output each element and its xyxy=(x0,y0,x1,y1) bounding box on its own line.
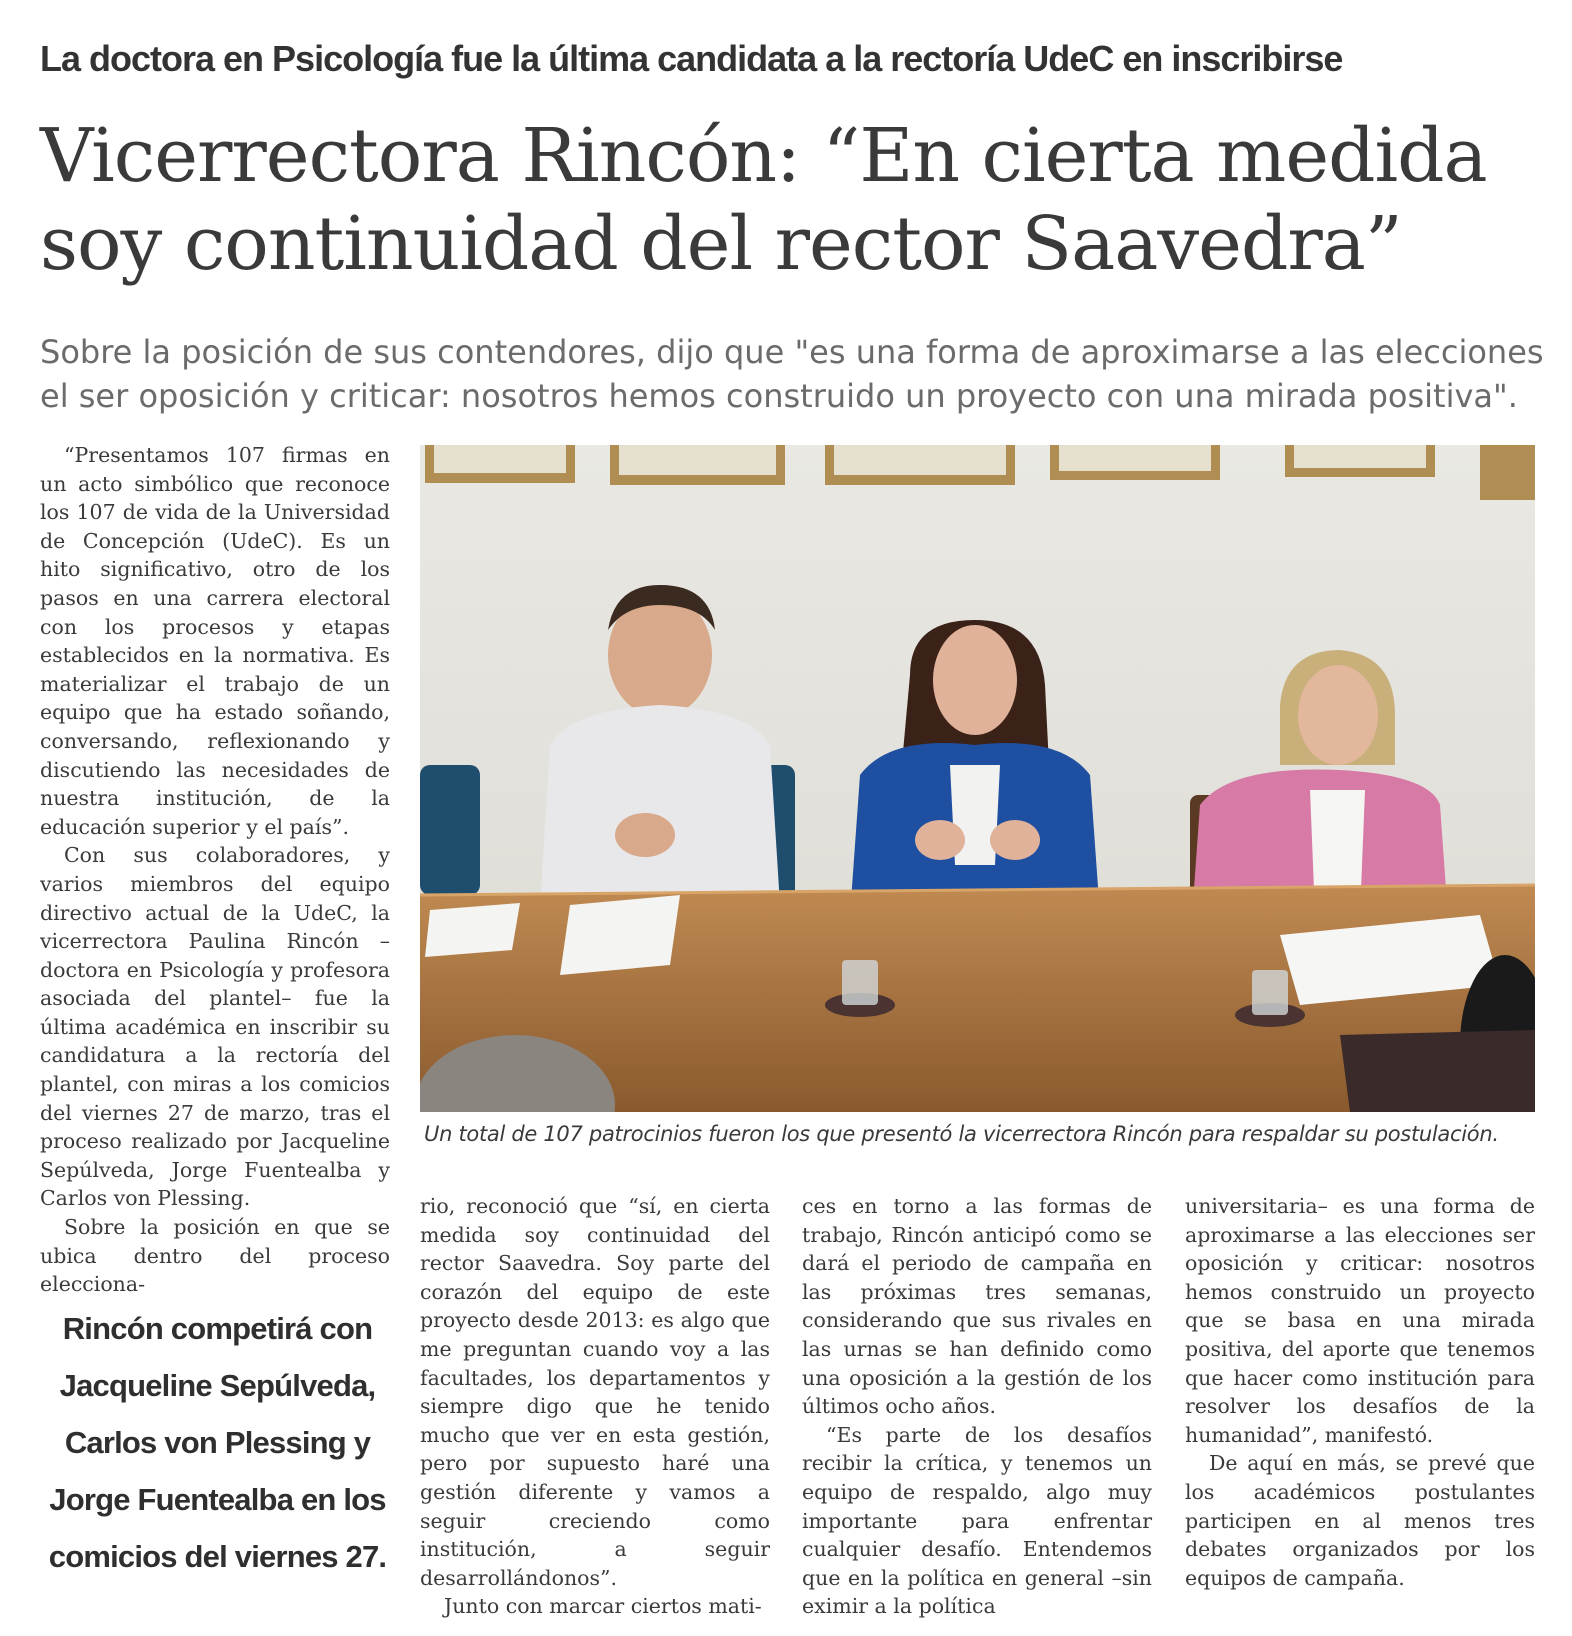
paragraph: “Presentamos 107 firmas en un acto simbólico que reconoce los 107 de vida de la Universidad de Concepción (UdeC). Es un hito significativo, otro de los pasos en una carrera electoral con los procesos y etapas establecidos en la normativa. Es materializar el trabajo de un equipo que ha estado soñando, conversando, reflexionando y discutiendo las necesidades de nuestra institución, de la educación superior y el país”. xyxy=(40,443,390,839)
deck-line-1: Sobre la posición de sus contendores, dijo que "es una forma de aproximarse a las elecciones xyxy=(40,333,1544,371)
paragraph: Con sus colaboradores, y varios miembros del equipo directivo actual de la UdeC, la vicerrectora Paulina Rincón –doctora en Psicología y profesora asociada del plantel– fue la última académica en inscribir su candidatura a la rectoría del plantel, con miras a los comicios del viernes 27 de marzo, tras el proceso realizado por Jacqueline Sepúlveda, Jorge Fuentealba y Carlos von Plessing. xyxy=(40,843,390,1211)
headline-line-2: soy continuidad del rector Saavedra” xyxy=(40,201,1402,287)
body-column-2 xyxy=(420,1192,770,1621)
paragraph: rio, reconoció que “sí, en cierta medida soy continuidad del rector Saavedra. Soy parte del corazón del equipo de este proyecto desde 2013: es algo que me preguntan cuando voy a las facultades, los departamentos y siempre digo que he tenido mucho que ver en esta gestión, pero por supuesto haré una gestión diferente y vamos a seguir creciendo como institución, a seguir desarrollándonos”. xyxy=(420,1194,770,1590)
paragraph: universitaria– es una forma de aproximarse a las elecciones ser oposición y criticar: nosotros hemos construido un proyecto que se basa en una mirada positiva, del aporte que tenemos que hacer como institución para resolver los desafíos de la humanidad”, manifestó. xyxy=(1185,1194,1535,1447)
photo-caption: Un total de 107 patrocinios fueron los que presentó la vicerrectora Rincón para respaldar su postulación. xyxy=(424,1122,1499,1146)
paragraph: Sobre la posición en que se ubica dentro del proceso elecciona- xyxy=(40,1215,390,1297)
paragraph: “Es parte de los desafíos recibir la crítica, y tenemos un equipo de respaldo, algo muy importante para enfrentar cualquier desafío. Entendemos que en la política en general –sin eximir a la política xyxy=(802,1422,1152,1619)
body-column-3 xyxy=(802,1192,1152,1621)
body-column-4 xyxy=(1185,1192,1535,1592)
pull-quote: Rincón competirá con Jacqueline Sepúlveda, Carlos von Plessing y Jorge Fuentealba en los comicios del viernes 27. xyxy=(48,1311,387,1574)
meeting-photo-image xyxy=(420,445,1535,1112)
kicker: La doctora en Psicología fue la última candidata a la rectoría UdeC en inscribirse xyxy=(40,38,1343,79)
photo xyxy=(420,445,1535,1112)
headline xyxy=(40,112,1540,288)
deck-line-2: el ser oposición y criticar: nosotros hemos construido un proyecto con una mirada positiva". xyxy=(40,377,1518,415)
deck xyxy=(40,330,1544,418)
body-column-1 xyxy=(40,441,390,1299)
paragraph: De aquí en más, se prevé que los académicos postulantes participen en al menos tres debates organizados por los equipos de campaña. xyxy=(1185,1451,1535,1590)
headline-line-1: Vicerrectora Rincón: “En cierta medida xyxy=(40,113,1487,199)
paragraph: ces en torno a las formas de trabajo, Rincón anticipó como se dará el periodo de campaña en las próximas tres semanas, considerando que sus rivales en las urnas se han definido como una oposición a la gestión de los últimos ocho años. xyxy=(802,1194,1152,1419)
paragraph: Junto con marcar ciertos mati- xyxy=(444,1594,762,1619)
